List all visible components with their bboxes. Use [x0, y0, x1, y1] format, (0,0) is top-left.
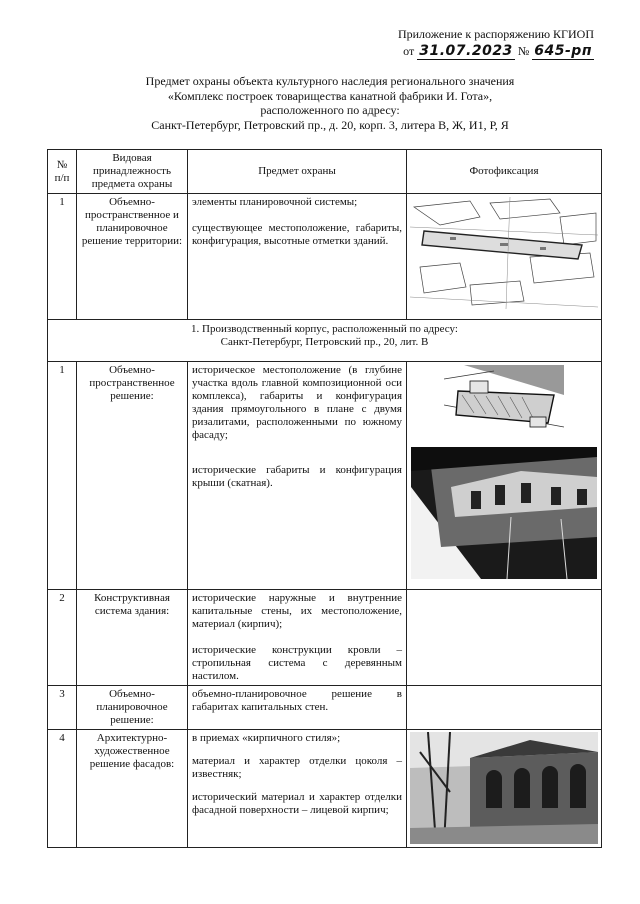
table-row — [48, 194, 602, 320]
header-num: № п/п — [48, 150, 77, 194]
row-photo — [407, 730, 602, 848]
subject-paragraph: историческое местоположение (в глубине участка вдоль главной композиционной оси комплекса), габариты и конфигурация здания прямоугольного в плане с двумя ризалитами, расположенными по южному фасаду; — [192, 364, 402, 441]
facade-photo — [410, 732, 598, 844]
header-subject: Предмет охраны — [188, 150, 407, 194]
table-header-row — [48, 150, 602, 194]
row-subject — [188, 362, 407, 590]
subject-paragraph: материал и характер отделки цоколя – известняк; — [192, 755, 402, 780]
row-num: 4 — [48, 730, 77, 848]
row-photo — [407, 194, 602, 320]
title-line-3: расположенного по адресу: — [260, 103, 400, 117]
section-row — [48, 320, 602, 362]
subject-paragraph: исторические наружные и внутренние капитальные стены, их местоположение, материал (кирпич); — [192, 592, 402, 630]
order-date-number — [354, 43, 594, 59]
document-title — [60, 74, 600, 132]
header-type: Видовая принадлежность предмета охраны — [77, 150, 188, 194]
subject-paragraph: объемно-планировочное решение в габаритах капитальных стен. — [192, 688, 402, 713]
site-plan-image — [410, 197, 598, 309]
title-line-1: Предмет охраны объекта культурного наследия регионального значения — [145, 74, 515, 88]
row-type: Объемно-пространственное решение: — [77, 362, 188, 590]
subject-paragraph: существующее местоположение, габариты, конфигурация, высотные отметки зданий. — [192, 222, 402, 247]
subject-paragraph: элементы планировочной системы; — [192, 196, 358, 208]
subject-paragraph: исторический материал и характер отделки фасадной поверхности – лицевой кирпич; — [192, 791, 402, 816]
row-photo — [407, 362, 602, 590]
protection-subject-table — [47, 149, 602, 848]
row-type: Объемно-планировочное решение: — [77, 686, 188, 730]
subject-paragraph: исторические габариты и конфигурация крыши (скатная). — [192, 464, 402, 489]
table-row — [48, 730, 602, 848]
subject-paragraph: в приемах «кирпичного стиля»; — [192, 732, 341, 744]
row-subject — [188, 590, 407, 686]
title-line-4: Санкт-Петербург, Петровский пр., д. 20, корп. 3, литера В, Ж, И1, Р, Я — [151, 117, 509, 132]
row-subject — [188, 686, 407, 730]
order-number: 645-рп — [534, 43, 592, 59]
row-subject — [188, 730, 407, 848]
building-plan-image — [444, 365, 564, 439]
section-heading — [48, 320, 602, 362]
row-photo — [407, 686, 602, 730]
header-photo: Фотофиксация — [407, 150, 602, 194]
from-label: от — [403, 44, 415, 58]
row-num: 1 — [48, 194, 77, 320]
row-num: 1 — [48, 362, 77, 590]
number-label: № — [517, 44, 530, 58]
row-type: Конструктивная система здания: — [77, 590, 188, 686]
table-row — [48, 686, 602, 730]
table-row — [48, 590, 602, 686]
order-header — [354, 26, 594, 59]
building-photo — [411, 447, 597, 579]
order-date: 31.07.2023 — [419, 43, 513, 59]
order-title: Приложение к распоряжению КГИОП — [397, 27, 594, 41]
row-subject — [188, 194, 407, 320]
table-row — [48, 362, 602, 590]
row-type: Архитектурно-художественное решение фасадов: — [77, 730, 188, 848]
row-num: 2 — [48, 590, 77, 686]
row-photo — [407, 590, 602, 686]
section-line-1: 1. Производственный корпус, расположенный по адресу: — [191, 323, 458, 335]
subject-paragraph: исторические конструкции кровли – стропильная система с деревянным настилом. — [192, 644, 402, 682]
row-num: 3 — [48, 686, 77, 730]
title-line-2: «Комплекс построек товарищества канатной фабрики И. Гота», — [167, 88, 493, 103]
row-type: Объемно-пространственное и планировочное решение территории: — [77, 194, 188, 320]
section-line-2: Санкт-Петербург, Петровский пр., 20, лит. В — [220, 336, 429, 348]
